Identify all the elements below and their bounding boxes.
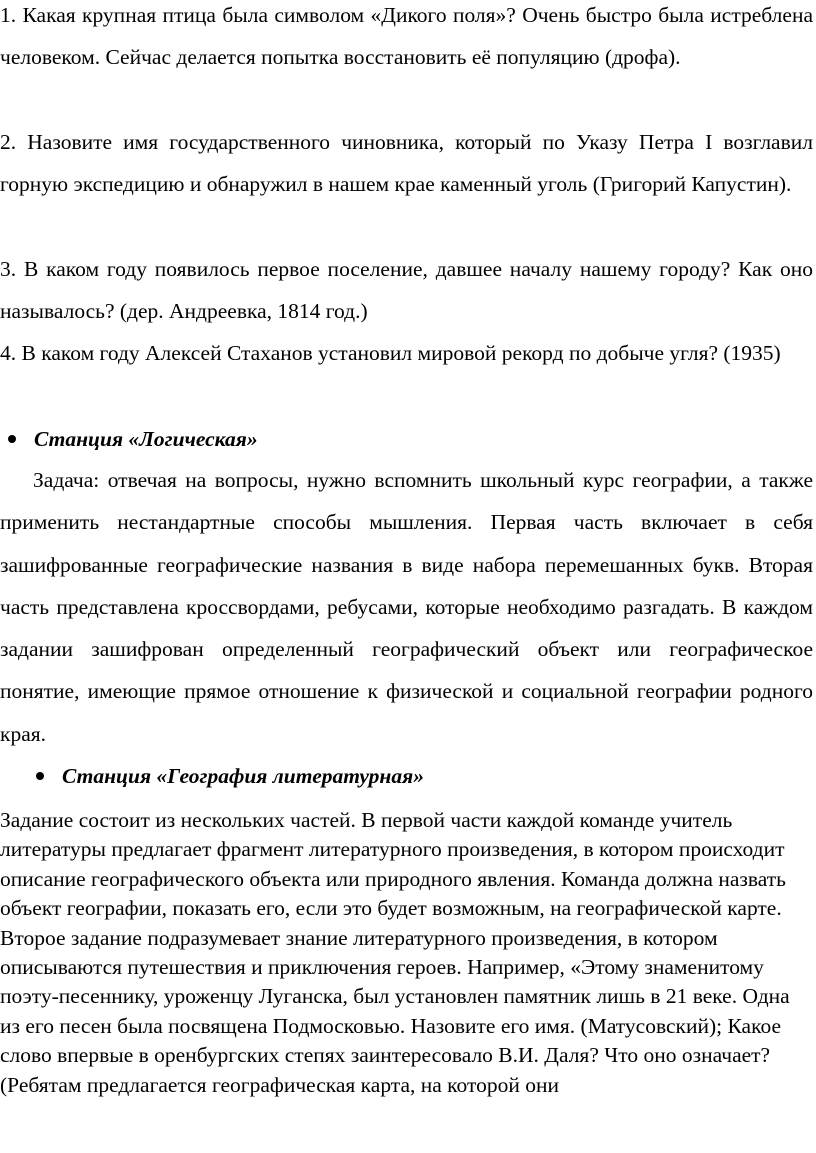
bullet-icon (36, 772, 44, 780)
question-4: 4. В каком году Алексей Стаханов установил мировой рекорд по добыче угля? (1935) (0, 341, 781, 365)
bullet-icon (8, 435, 16, 443)
station-lit-text: Задание состоит из нескольких частей. В первой части каждой команде учитель литературы предлагает фрагмент литературного произведения, в котором происходит описание географического объекта или природного явления. Команда должна назвать объект географии, показать его, если это будет возможным, на географической карте. Второе задание подразумевает знание литературного произведения, в котором описываются путешествия и приключения героев. Например, «Этому знаменитому поэту-песеннику, уроженцу Луганска, был установлен памятник лишь в 21 веке. Одна из его песен была посвящена Подмосковью. Назовите его имя. (Матусовский); Какое слово впервые в оренбургских степях заинтересовало В.И. Даля? Что оно означает? (Ребятам предлагается географическая карта, на которой они (0, 808, 790, 1097)
question-1: 1. Какая крупная птица была символом «Дикого поля»? Очень быстро была истреблена человеком. Сейчас делается попытка восстановить её популяцию (дрофа). (0, 3, 813, 70)
question-3: 3. В каком году появилось первое поселение, давшее началу нашему городу? Как оно называлось? (дер. Андреевка, 1814 год.) (0, 257, 813, 324)
station-lit-heading (36, 755, 424, 797)
station-lit-title: Станция «География литературная» (62, 764, 424, 788)
station-logic-heading (8, 418, 258, 460)
station-logic-title: Станция «Логическая» (34, 427, 258, 451)
station-logic-text: Задача: отвечая на вопросы, нужно вспомнить школьный курс географии, а также применить нестандартные способы мышления. Первая часть включает в себя зашифрованные географические названия в виде набора перемешанных букв. Вторая часть представлена кроссвордами, ребусами, которые необходимо разгадать. В каждом задании зашифрован определенный географический объект или географическое понятие, имеющие прямое отношение к физической и социальной географии родного края. (0, 468, 813, 746)
question-2: 2. Назовите имя государственного чиновника, который по Указу Петра I возглавил горную экспедицию и обнаружил в нашем крае каменный уголь (Григорий Капустин). (0, 130, 813, 197)
